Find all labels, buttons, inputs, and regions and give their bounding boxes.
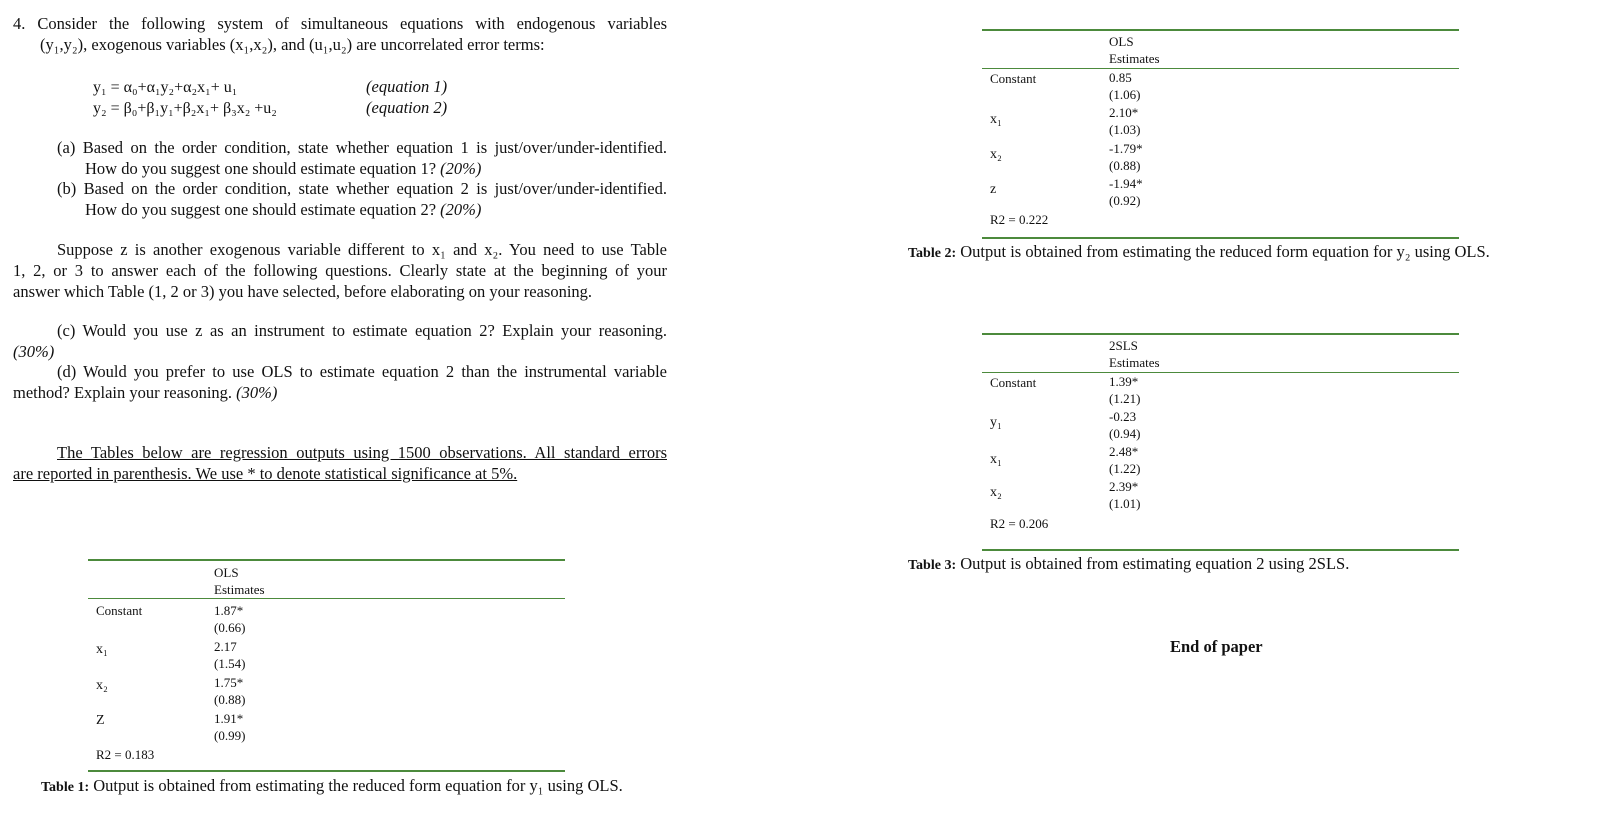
- table-3-row-se: (0.94): [1109, 426, 1141, 441]
- table-3-row-label: Constant: [990, 375, 1037, 390]
- note-line2: are reported in parenthesis. We use * to denote statistical significance at 5%.: [13, 464, 518, 483]
- part-b-weight: (20%): [440, 200, 482, 219]
- table-3-row-coef: 2.48*: [1109, 444, 1139, 459]
- question-intro-line2: (y₁,y₂), exogenous variables (x₁,x₂), and (u₁,u₂) are uncorrelated error terms:: [40, 35, 545, 54]
- suppose-line3: answer which Table (1, 2 or 3) you have selected, before elaborating on your reasoning.: [13, 282, 593, 301]
- table-3-header-method: 2SLS: [1109, 338, 1138, 353]
- part-d-question: method? Explain your reasoning.: [13, 383, 237, 402]
- table-2-row-se: (0.88): [1109, 158, 1141, 173]
- table-1-top-rule: [88, 559, 565, 561]
- table-2-top-rule: [982, 29, 1459, 31]
- table-2-row-coef: 2.10*: [1109, 105, 1139, 120]
- equation-2-label: (equation 2): [366, 98, 448, 117]
- table-2-row-label: Constant: [990, 71, 1037, 86]
- equation-1-label: (equation 1): [366, 77, 448, 96]
- table-3-row-coef: 1.39*: [1109, 374, 1139, 389]
- table-3-row-coef: 2.39*: [1109, 479, 1139, 494]
- table-1-row-label: x₂: [96, 678, 108, 693]
- part-d-line2: [13, 382, 277, 403]
- part-a-question: How do you suggest one should estimate equation 1?: [85, 159, 441, 178]
- table-3-top-rule: [982, 333, 1459, 335]
- table-1-r2: R2 = 0.183: [96, 747, 155, 762]
- table-1-row-coef: 1.75*: [214, 675, 244, 690]
- equation-1: y₁ = α₀+α₁y₂+α₂x₁+ u₁: [93, 79, 238, 96]
- table-1-row-label: x₁: [96, 642, 108, 657]
- equation-2: y₂ = β₀+β₁y₁+β₂x₁+ β₃x₂ +u₂: [93, 100, 277, 117]
- table-2-row-label: x₂: [990, 147, 1002, 162]
- table-3-caption: [908, 553, 1349, 576]
- part-a-weight: (20%): [440, 159, 482, 178]
- table-3-caption-text: Output is obtained from estimating equation 2 using 2SLS.: [960, 554, 1350, 573]
- table-3-bottom-rule: [982, 549, 1459, 551]
- table-1-row-coef: 1.91*: [214, 711, 244, 726]
- table-1-row-label: Constant: [96, 603, 143, 618]
- table-2-header-estimates: Estimates: [1109, 51, 1160, 66]
- table-3-row-label: y₁: [990, 415, 1002, 430]
- table-2-row-coef: -1.94*: [1109, 176, 1143, 191]
- table-3-header-estimates: Estimates: [1109, 355, 1160, 370]
- table-3-row-se: (1.22): [1109, 461, 1141, 476]
- table-1-header-estimates: Estimates: [214, 582, 265, 597]
- suppose-line1: Suppose z is another exogenous variable different to x₁ and x₂. You need to use Table: [57, 240, 667, 259]
- table-2-header-rule: [982, 68, 1459, 69]
- table-3-row-coef: -0.23: [1109, 409, 1137, 424]
- table-1-row-coef: 1.87*: [214, 603, 244, 618]
- table-1-row-se: (0.88): [214, 692, 246, 707]
- table-2-header-method: OLS: [1109, 34, 1134, 49]
- table-2-row-label: x₁: [990, 112, 1002, 127]
- table-1-caption-label: Table 1:: [41, 780, 90, 795]
- table-3-header-rule: [982, 372, 1459, 373]
- table-1-caption-text: Output is obtained from estimating the reduced form equation for y₁ using OLS.: [93, 776, 623, 795]
- table-2-bottom-rule: [982, 237, 1459, 239]
- table-1-row-se: (1.54): [214, 656, 246, 671]
- table-3-row-label: x₁: [990, 452, 1002, 467]
- table-2-caption-text: Output is obtained from estimating the reduced form equation for y₂ using OLS.: [960, 242, 1490, 261]
- table-3-r2: R2 = 0.206: [990, 516, 1049, 531]
- part-a-line1: (a) Based on the order condition, state whether equation 1 is just/over/under-identified.: [57, 138, 667, 157]
- end-of-paper: End of paper: [1170, 637, 1263, 656]
- suppose-line2: 1, 2, or 3 to answer each of the following questions. Clearly state at the beginning of your: [13, 261, 667, 280]
- part-a-line2: [85, 158, 481, 179]
- table-1-caption: [41, 775, 623, 798]
- table-2-caption-label: Table 2:: [908, 246, 957, 261]
- table-1-row-label: Z: [96, 713, 105, 728]
- table-1-header-rule: [88, 598, 565, 599]
- table-1-bottom-rule: [88, 770, 565, 772]
- part-c-weight: (30%): [13, 342, 55, 361]
- table-3-row-se: (1.01): [1109, 496, 1141, 511]
- part-b-line2: [85, 199, 481, 220]
- table-1-row-coef: 2.17: [214, 639, 237, 654]
- table-2-row-se: (1.06): [1109, 87, 1141, 102]
- part-d-weight: (30%): [236, 383, 278, 402]
- table-2-caption: [908, 241, 1490, 264]
- table-1-row-se: (0.66): [214, 620, 246, 635]
- table-2-row-coef: -1.79*: [1109, 141, 1143, 156]
- part-b-question: How do you suggest one should estimate equation 2?: [85, 200, 441, 219]
- part-c-line1: (c) Would you use z as an instrument to estimate equation 2? Explain your reasoning.: [57, 321, 667, 340]
- part-b-line1: (b) Based on the order condition, state whether equation 2 is just/over/under-identified.: [57, 179, 667, 198]
- table-2-row-se: (1.03): [1109, 122, 1141, 137]
- table-2-row-label: z: [990, 182, 997, 197]
- table-1-header-method: OLS: [214, 565, 239, 580]
- question-intro-line1: 4. Consider the following system of simultaneous equations with endogenous variables: [13, 14, 667, 33]
- table-2-r2: R2 = 0.222: [990, 212, 1049, 227]
- table-3-caption-label: Table 3:: [908, 558, 957, 573]
- table-2-row-coef: 0.85: [1109, 70, 1132, 85]
- table-2-row-se: (0.92): [1109, 193, 1141, 208]
- table-1-row-se: (0.99): [214, 728, 246, 743]
- note-line1: The Tables below are regression outputs using 1500 observations. All standard errors: [57, 443, 667, 462]
- table-3-row-label: x₂: [990, 485, 1002, 500]
- table-3-row-se: (1.21): [1109, 391, 1141, 406]
- part-d-line1: (d) Would you prefer to use OLS to estimate equation 2 than the instrumental variable: [57, 362, 667, 381]
